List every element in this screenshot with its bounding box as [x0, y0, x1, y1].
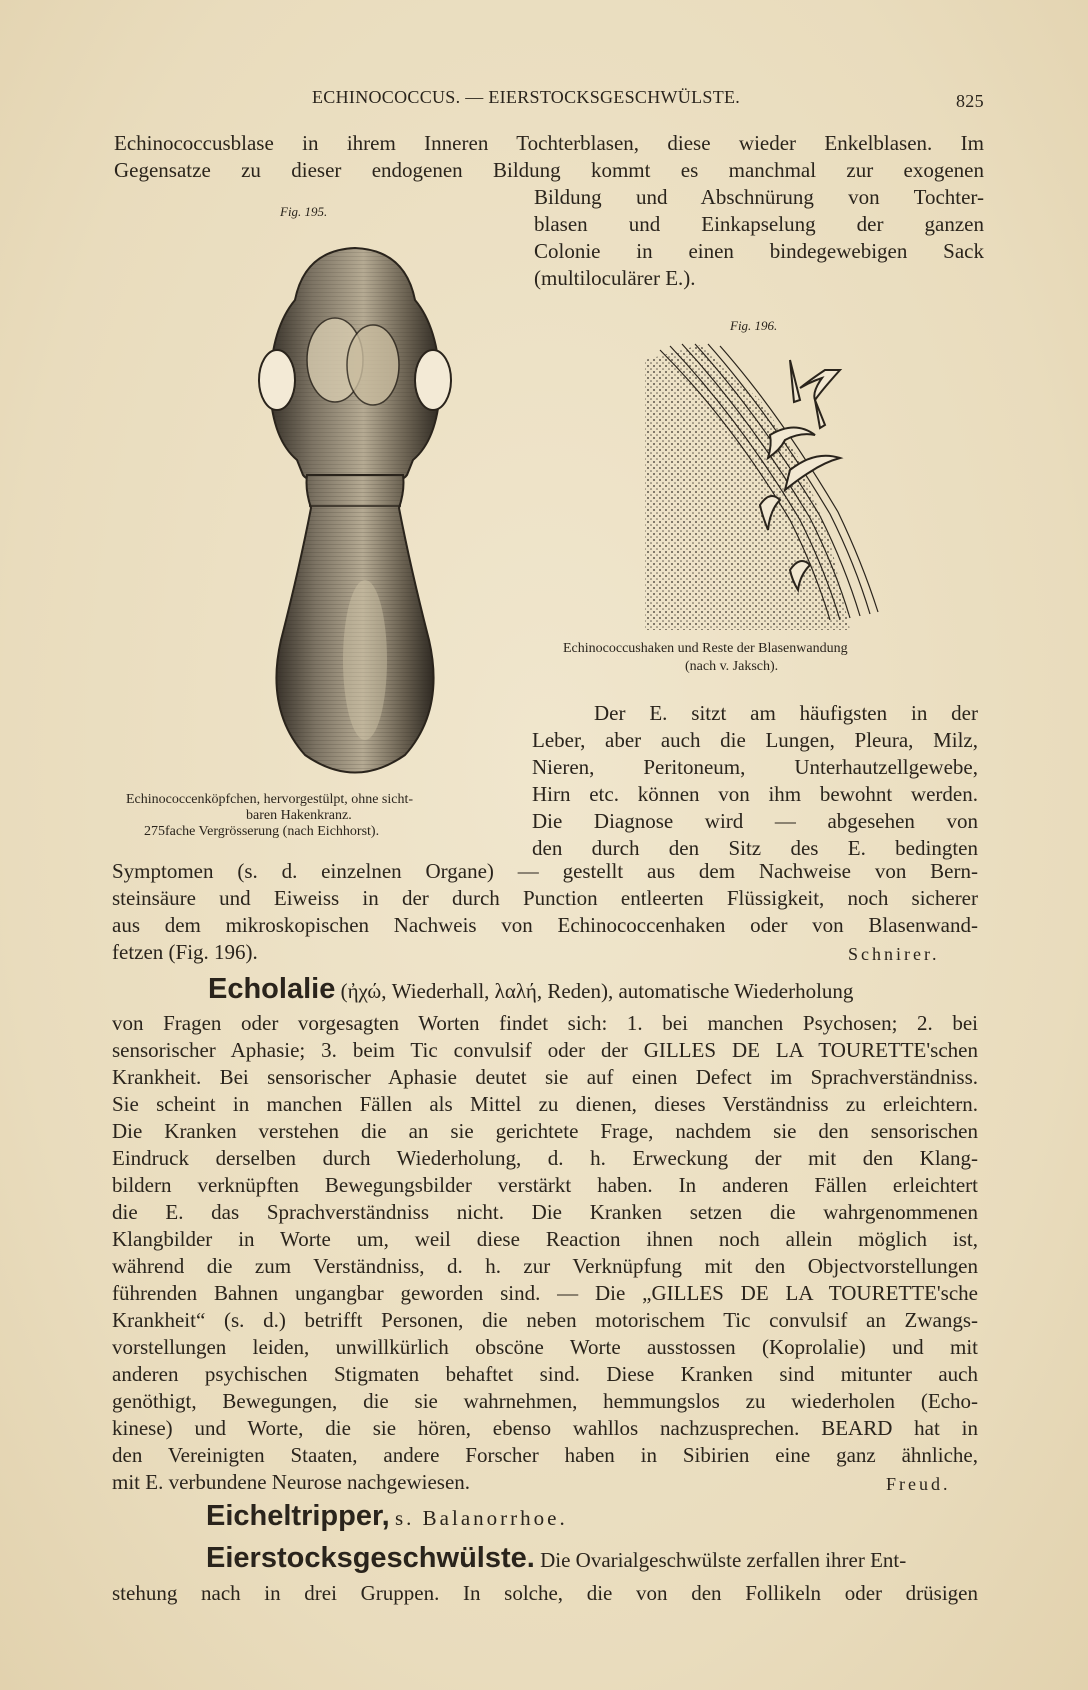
entry-eierstock-first-line: [206, 1540, 906, 1578]
text-line: Symptomen (s. d. einzelnen Organe) — gestellt aus dem Nachweise von Bern-: [112, 859, 978, 883]
text-line: den durch den Sitz des E. bedingten: [532, 836, 978, 860]
text-line: Leber, aber auch die Lungen, Pleura, Milz,: [532, 728, 978, 752]
entry-term-eicheltripper: Eicheltripper,: [206, 1500, 390, 1532]
text-line: genöthigt, Bewegungen, die sie wahrnehmen, hemmungslos zu wiederholen (Echo-: [112, 1389, 978, 1413]
text-line: mit E. verbundene Neurose nachgewiesen.: [112, 1470, 471, 1494]
figure-196-hooks-illustration: [640, 340, 970, 630]
text-line: die E. das Sprachverständniss nicht. Die Kranken setzen die wahrgenommenen: [112, 1200, 978, 1224]
text-line: Eindruck derselben durch Wiederholung, d. h. Erweckung der mit den Klang-: [112, 1146, 978, 1170]
text-line: Bildung und Abschnürung von Tochter-: [534, 185, 984, 209]
text-line: kinese) und Worte, die sie hören, ebenso wahllos nachzusprechen. BEARD hat in: [112, 1416, 978, 1440]
text-line: Colonie in einen bindegewebigen Sack: [534, 239, 984, 263]
text-line: Die Diagnose wird — abgesehen von: [532, 809, 978, 833]
text-line: während die zum Verständniss, d. h. zur Verknüpfung mit den Objectvorstellungen: [112, 1254, 978, 1278]
author-signature: Schnirer.: [848, 944, 940, 964]
figure-195-caption-line: baren Hakenkranz.: [246, 808, 352, 823]
entry-term-echolalie: Echolalie: [208, 973, 336, 1005]
text-line: Krankheit. Bei sensorischer Aphasie deutet sie auf einen Defect im Sprachverständniss.: [112, 1065, 978, 1089]
figure-196-caption-line: Echinococcushaken und Reste der Blasenwandung: [563, 641, 848, 656]
entry-first-line-rest: Die Ovarialgeschwülste zerfallen ihrer Ent-: [540, 1548, 907, 1572]
text-line: steinsäure und Eiweiss in der durch Punction entleerten Flüssigkeit, noch sicherer: [112, 886, 978, 910]
text-line: Hirn etc. können von ihm bewohnt werden.: [532, 782, 978, 806]
text-line: bildern verknüpften Bewegungsbilder verstärkt haben. In anderen Fällen erleichtert: [112, 1173, 978, 1197]
text-line: stehung nach in drei Gruppen. In solche, die von den Follikeln oder drüsigen: [112, 1581, 978, 1605]
text-line: vorstellungen leiden, unwillkürlich obscöne Worte ausstossen (Koprolalie) und mit: [112, 1335, 978, 1359]
text-line: sensorischer Aphasie; 3. beim Tic convulsif oder der GILLES DE LA TOURETTE'schen: [112, 1038, 978, 1062]
text-line: fetzen (Fig. 196).: [112, 940, 258, 964]
entry-eicheltripper: [206, 1498, 568, 1536]
text-line: Gegensatze zu dieser endogenen Bildung kommt es manchmal zur exogenen: [114, 158, 984, 182]
text-line: aus dem mikroskopischen Nachweis von Echinococcenhaken oder von Blasenwand-: [112, 913, 978, 937]
text-line: Der E. sitzt am häufigsten in der: [594, 701, 978, 725]
text-line: führenden Bahnen ungangbar geworden sind. — Die „GILLES DE LA TOURETTE'sche: [112, 1281, 978, 1305]
figure-195-caption-line: Echinococcenköpfchen, hervorgestülpt, ohne sicht-: [126, 792, 414, 807]
running-header: ECHINOCOCCUS. — EIERSTOCKSGESCHWÜLSTE.: [312, 87, 741, 107]
text-line: anderen psychischen Stigmaten behaftet sind. Diese Kranken sind mitunter auch: [112, 1362, 978, 1386]
author-signature: Freud.: [886, 1474, 951, 1494]
text-line: Klangbilder in Worte um, weil diese Reaction ihnen noch allein möglich ist,: [112, 1227, 978, 1251]
text-line: Nieren, Peritoneum, Unterhautzellgewebe,: [532, 755, 978, 779]
text-line: den Vereinigten Staaten, andere Forscher haben in Sibirien eine ganz ähnliche,: [112, 1443, 978, 1467]
figure-196-label: Fig. 196.: [730, 318, 778, 333]
text-line: Sie scheint in manchen Fällen als Mittel zu dienen, dieses Verständniss zu erleichtern.: [112, 1092, 978, 1116]
figure-195-label: Fig. 195.: [280, 204, 328, 219]
entry-first-line-rest: (ἠχώ, Wiederhall, λαλή, Reden), automatische Wiederholung: [340, 979, 854, 1003]
text-line: von Fragen oder vorgesagten Worten findet sich: 1. bei manchen Psychosen; 2. bei: [112, 1011, 978, 1035]
text-line: Krankheit“ (s. d.) betrifft Personen, die neben motorischem Tic convulsif an Zwangs-: [112, 1308, 978, 1332]
page-number: 825: [956, 91, 984, 111]
text-line: Echinococcusblase in ihrem Inneren Tochterblasen, diese wieder Enkelblasen. Im: [114, 131, 984, 155]
text-line: Die Kranken verstehen die an sie gerichtete Frage, nachdem sie den sensorischen: [112, 1119, 978, 1143]
entry-term-eierstocksgeschwuelste: Eierstocksgeschwülste.: [206, 1542, 535, 1574]
figure-195-caption-line: 275fache Vergrösserung (nach Eichhorst).: [144, 824, 380, 839]
figure-196-caption-line: (nach v. Jaksch).: [685, 659, 779, 674]
figure-195-scolex-illustration: [195, 240, 515, 800]
text-line: (multiloculärer E.).: [534, 266, 696, 290]
entry-first-line: [208, 972, 853, 1008]
text-line: blasen und Einkapselung der ganzen: [534, 212, 984, 236]
cross-reference: s. Balanorrhoe.: [394, 1506, 568, 1530]
